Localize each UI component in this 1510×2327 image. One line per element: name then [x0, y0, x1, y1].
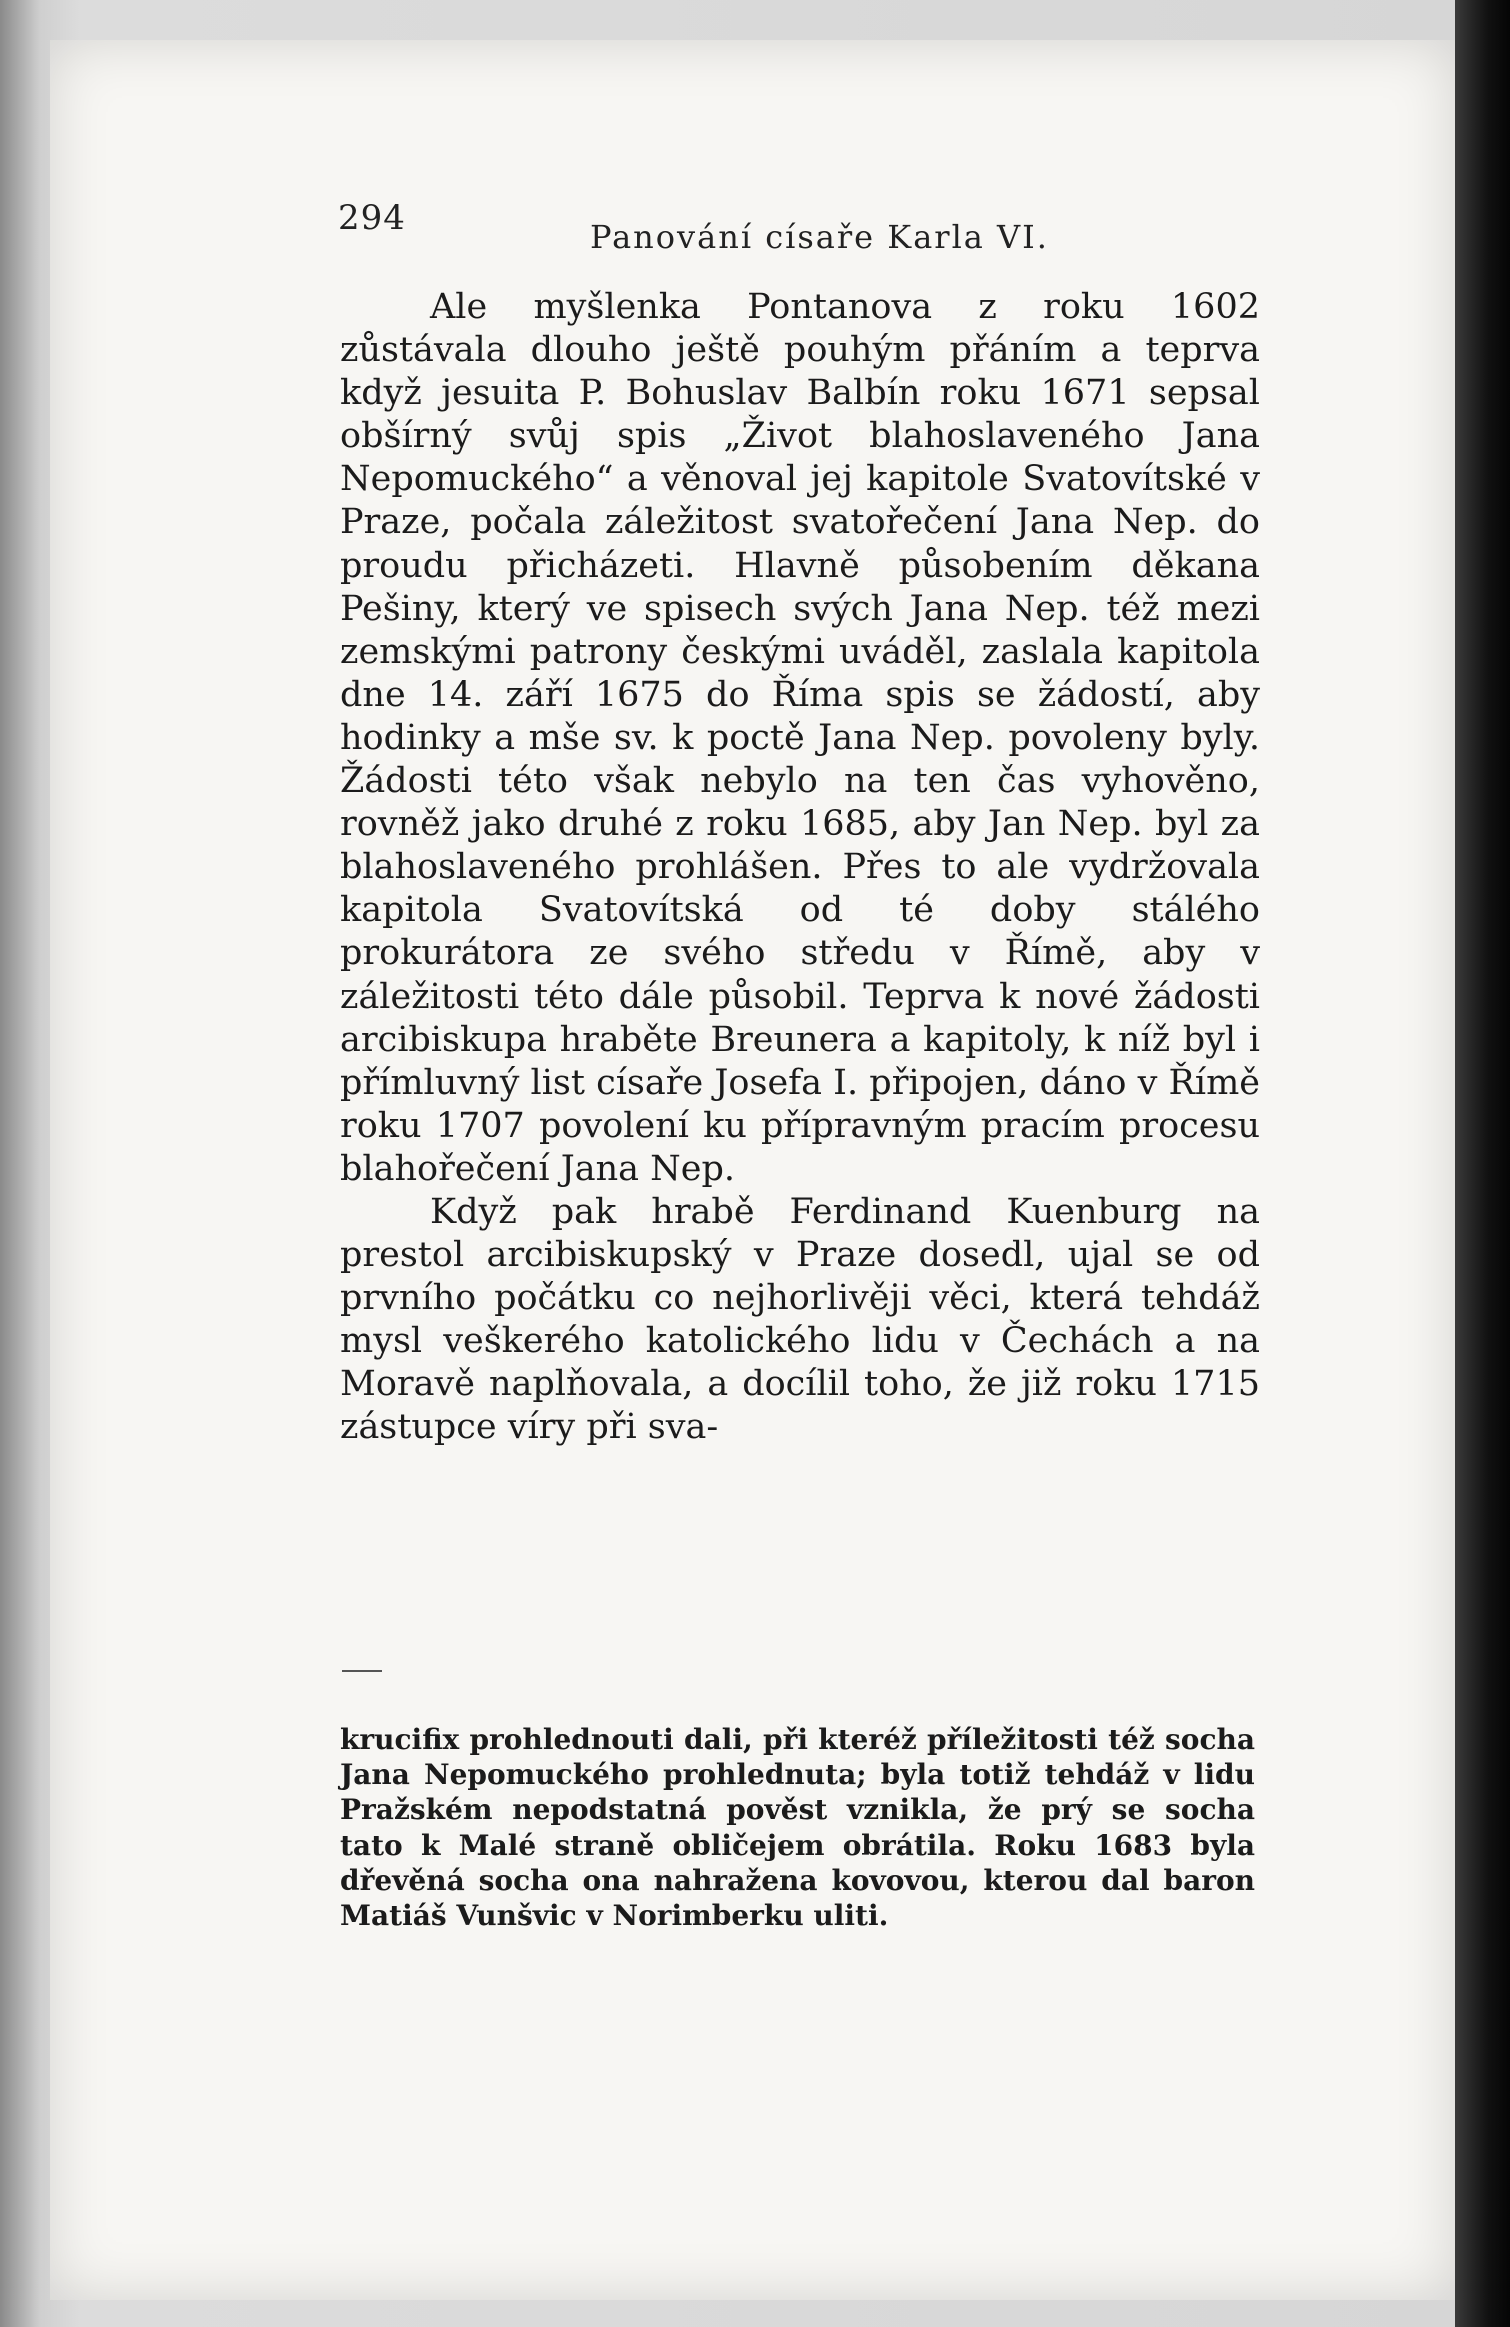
footnote-text: krucifix prohlednouti dali, při kteréž příležitosti též socha Jana Nepomuckého prohlednuta; byla totiž tehdáž v lidu Pražském nepodstatná pověst vznikla, že prý se socha tato k Malé straně obličejem obrátila. Roku 1683 byla dřevěná socha ona nahražena kovovou, kterou dal baron Matiáš Vunšvic v Norimberku uliti.	[340, 1723, 1255, 1933]
page-number: 294	[338, 198, 406, 238]
scan-dark-edge	[1455, 0, 1510, 2327]
main-text	[340, 286, 1260, 1450]
footnote-divider	[342, 1670, 382, 1672]
paragraph-1: Ale myšlenka Pontanova z roku 1602 zůstávala dlouho ještě pouhým přáním a teprva když jesuita P. Bohuslav Balbín roku 1671 sepsal obšírný svůj spis „Život blahoslaveného Jana Nepomuckého“ a věnoval jej kapitole Svatovítské v Praze, počala záležitost svatořečení Jana Nep. do proudu přicházeti. Hlavně působením děkana Pešiny, který ve spisech svých Jana Nep. též mezi zemskými patrony českými uváděl, zaslala kapitola dne 14. září 1675 do Říma spis se žádostí, aby hodinky a mše sv. k poctě Jana Nep. povoleny byly. Žádosti této však nebylo na ten čas vyhověno, rovněž jako druhé z roku 1685, aby Jan Nep. byl za blahoslaveného prohlášen. Přes to ale vydržovala kapitola Svatovítská od té doby stálého prokurátora ze svého středu v Římě, aby v záležitosti této dále působil. Teprva k nové žádosti arcibiskupa hraběte Breunera a kapitoly, k níž byl i přímluvný list císaře Josefa I. připojen, dáno v Římě roku 1707 povolení ku přípravným pracím procesu blahořečení Jana Nep.	[340, 287, 1260, 1189]
footnote	[340, 1722, 1255, 1933]
running-head: Panování císaře Karla VI.	[590, 218, 1049, 256]
paragraph-2: Když pak hrabě Ferdinand Kuenburg na prestol arcibiskupský v Praze dosedl, ujal se od prvního počátku co nejhorlivěji věci, která tehdáž mysl veškerého katolického lidu v Čechách a na Moravě naplňovala, a docílil toho, že již roku 1715 zástupce víry při sva-	[340, 1191, 1260, 1448]
